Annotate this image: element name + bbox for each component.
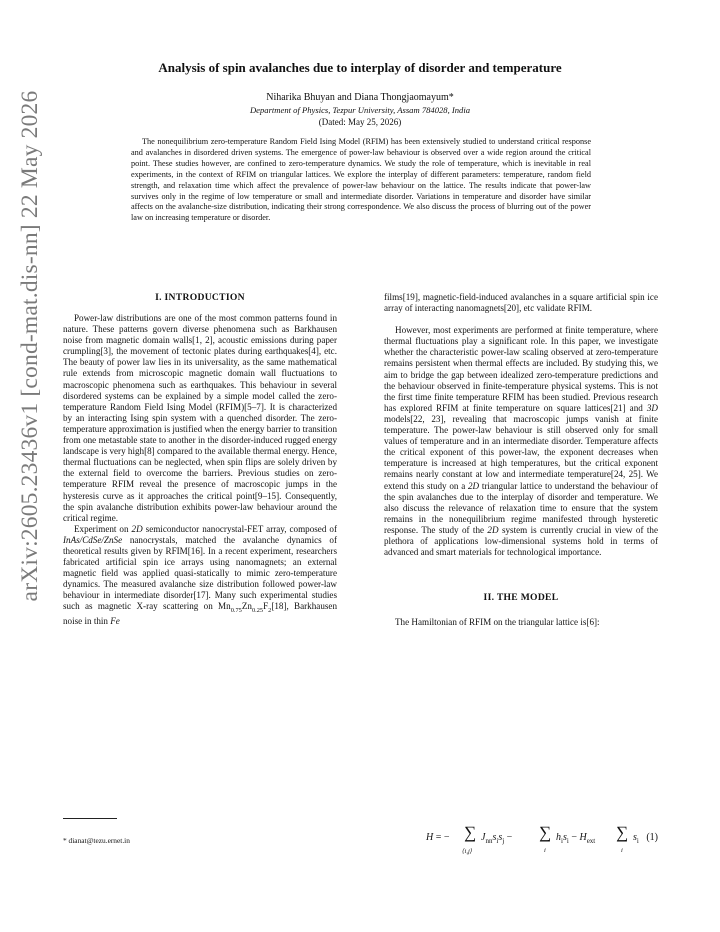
model-paragraph: The Hamiltonian of RFIM on the triangular lattice is[6]: — [395, 617, 600, 628]
section-heading-model: II. THE MODEL — [483, 592, 559, 604]
sum-symbol-1: ∑ — [464, 823, 477, 842]
equation-term-exchange: $J_{nn}s_is_j$ − — [481, 832, 513, 845]
intro-paragraph-4: However, most experiments are performed at finite temperature, where thermal fluctuations play a significant role. In this paper, we investigate whether the characteristic power-law scaling observed at zero-temperature remains persistent when thermal effects are included. By studying this, we aim to bridge the gap between idealized zero-temperature predictions and the behaviour observed in finite-temperature physical systems. This is not the first time finite temperature RFIM has been studied. Previous research has explored RFIM at finite temperature on square lattices[21] and 3D models[22, 23], revealing that macroscopic jumps vanish at finite temperature. The power-law behaviour is still observed only for small values of temperature and in an intermediate disorder. Temperature affects the critical exponent of this power-law, the exponent decreases when temperature is increased at high temperatures, but the critical exponent remains nearly constant at low and intermediate temperature[24, 25]. We extend this study on a 2D triangular lattice to understand the behaviour of the spin avalanches due to the interplay of disorder and temperature. We also discuss the relevance of relaxation time to ensure that the system remains in the nonequilibrium regime manifested through hysteretic response. The study of the 2D system is currently crucial in view of the plethora of applications low-dimensional systems hold in terms of advanced and smart materials for technological importance. — [384, 325, 658, 558]
author-list: Niharika Bhuyan and Diana Thongjaomayum* — [266, 92, 454, 103]
paper-title: Analysis of spin avalanches due to interplay of disorder and temperature — [158, 60, 562, 75]
equation-lhs: H = − — [426, 832, 450, 843]
intro-paragraph-1: Power-law distributions are one of the most common patterns found in nature. These patterns govern diverse phenomena such as Barkhausen noise from magnetic domain walls[1, 2], acoustic emissions during paper crumpling[3], the movement of tectonic plates during earthquakes[4], etc. The beauty of power law lies in its universality, as the same mathematical rule extends from microscopic magnetic domain wall fluctuations to macroscopic phenomena such as earthquakes. This behaviour in several disordered systems can be explained by a simple model called the zero-temperature Random Field Ising Model (RFIM)[5–7]. It is characterized by an interacting Ising spin system with a quenched disorder. The zero-temperature approximation is justified when the energy barrier to transition from one metastable state to another in the disorder-induced rugged energy landscape is very high[8] compared to the available thermal energy. Hence, thermal fluctuations can be neglected, when spin flips are solely driven by the external field to overcome the barriers. Previous studies on zero-temperature RFIM reveal the presence of macroscopic jumps in the hysteresis curve as it approaches the critical point[9–15]. Consequently, the spin avalanche distribution exhibits power-law behaviour around the critical regime. — [63, 313, 337, 523]
footnote-email: * dianat@tezu.ernet.in — [63, 836, 130, 845]
date-line: (Dated: May 25, 2026) — [318, 117, 402, 127]
abstract: The nonequilibrium zero-temperature Random Field Ising Model (RFIM) has been extensively studied to understand critical response and avalanches in disordered driven systems. The emergence of power-law behaviour is observed over a wide region around the critical point. These studies however, are confined to zero-temperature dynamics. We study the role of temperature, which is inevitable in real experiments, in the context of RFIM on triangular lattices. We explore the interplay of different parameters: temperature, random field strength, and relaxation time which affect the prevalence of power-law behaviour on the lattice. The results indicate that power-law survives only in the regime of low temperature or small and intermediate disorder. Variations in temperature and disorder have similar affects on the avalanche-size distribution, indicating their strong correspondence. We also discuss the process of blurring out of the power law on increasing temperature or disorder. — [131, 137, 591, 223]
sum-symbol-3: ∑ — [616, 823, 629, 842]
right-column — [384, 292, 658, 628]
arxiv-identifier-stamp: arXiv:2605.23436v1 [cond-mat.dis-nn] 22 May 2026 — [16, 90, 43, 602]
intro-paragraph-3-continued: films[19], magnetic-field-induced avalanches in a square artificial spin ice array of interacting nanomagnets[20], etc validate RFIM. — [384, 292, 658, 314]
sum-symbol-2: ∑ — [539, 823, 552, 842]
hamiltonian-equation — [384, 820, 658, 860]
math-formula: InAs/CdSe/ZnSe — [63, 534, 123, 545]
equation-term-external-field: $s_i$ — [633, 832, 639, 845]
footnote-rule — [63, 818, 117, 819]
left-column — [63, 292, 337, 627]
section-heading-introduction: I. INTRODUCTION — [155, 292, 245, 303]
sum-index-3: i — [621, 847, 623, 854]
equation-number: (1) — [646, 832, 658, 843]
math-2d: 2D — [131, 523, 143, 534]
sum-index-1: ⟨i,j⟩ — [462, 848, 473, 855]
intro-paragraph-2: Experiment on 2D semiconductor nanocrystal-FET array, composed of InAs/CdSe/ZnSe nanocrystals, matched the avalanche dynamics of theoretical results given by RFIM[16]. In a recent experiment, researchers fabricated artificial spin ice arrays using nanomagnets; an external magnetic field was applied quasi-statically to mimic zero-temperature dynamics. The measured avalanche size distribution followed power-law behaviour in intermediate disorder[17]. Many such experimental studies such as magnetic X-ray scattering on $Mn_{0.75}Zn_{0.25}F_2[18]$, Barkhausen noise in thin Fe — [63, 523, 337, 627]
equation-term-random-field: $h_is_i - H_{ext}$ — [556, 832, 596, 845]
sum-index-2: i — [544, 847, 546, 854]
affiliation: Department of Physics, Tezpur University, Assam 784028, India — [249, 105, 471, 115]
